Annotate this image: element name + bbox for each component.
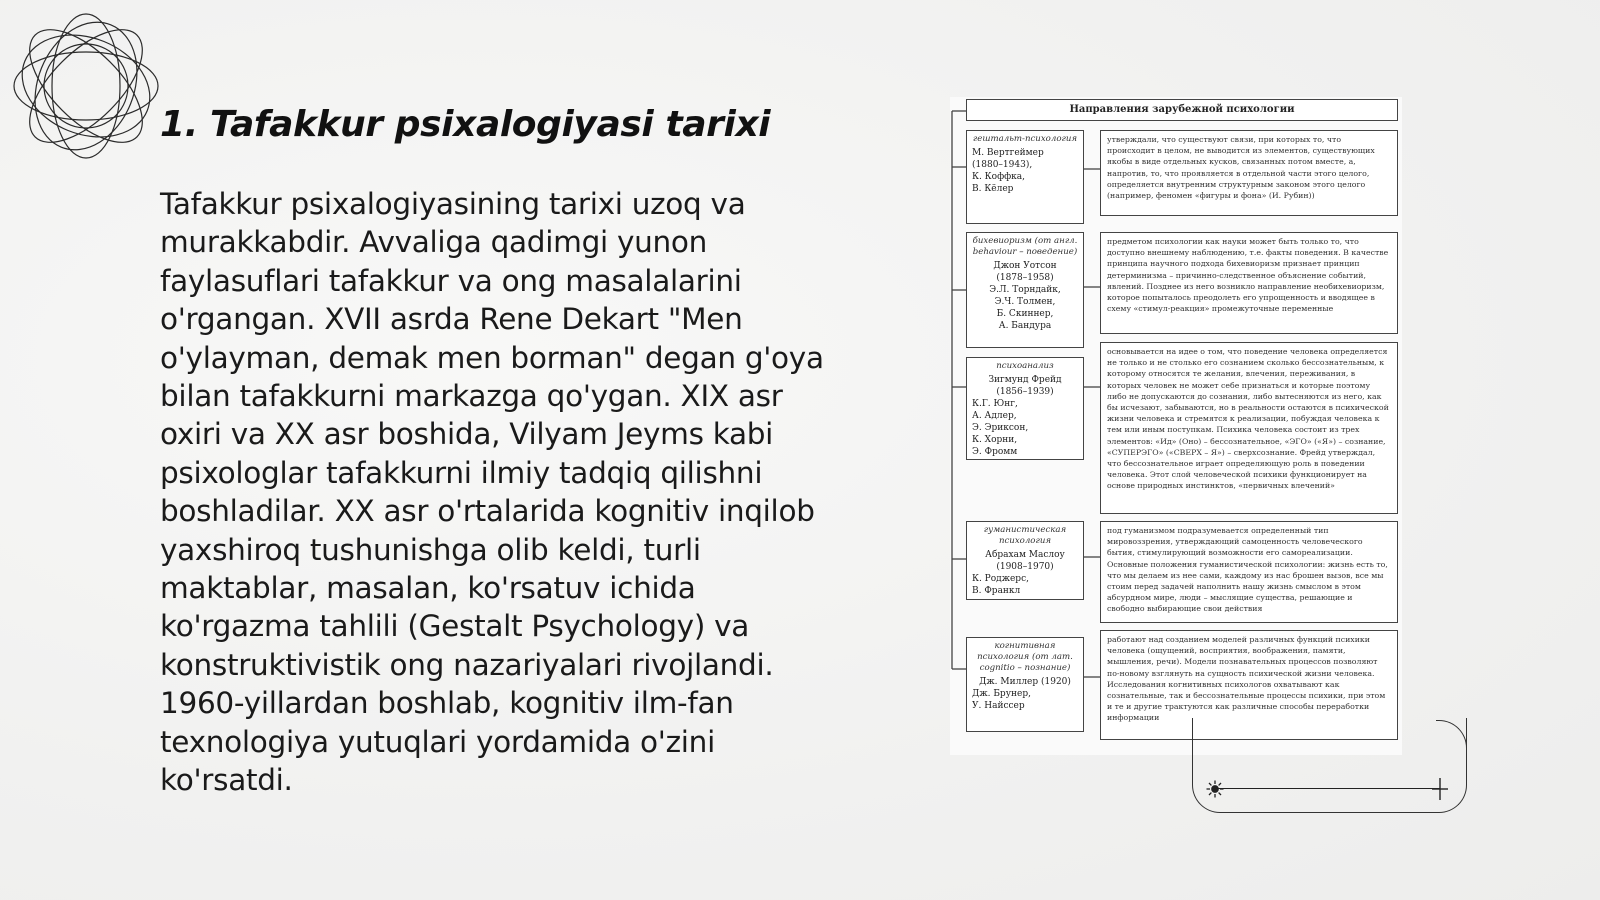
person-name: Джон Уотсон xyxy=(993,261,1057,271)
sun-icon xyxy=(1206,780,1224,798)
description-box-gestalt: утверждали, что существуют связи, при которых то, что происходит в целом, не выводится из элементов, существующих якобы в виде отдельных кусков, связанных потом вместе, а, напротив, то, что проявляется в отдельной части этого целого, определяется внутренним структурным законом этого целого (например, феномен «фигуры и фона» (И. Рубин)) xyxy=(1100,130,1398,216)
school-name: когнитивная психология (от лат. cognitio – познание) xyxy=(977,641,1073,673)
person-name: Дж. Брунер, xyxy=(972,689,1031,699)
person-name: К. Коффка, xyxy=(972,172,1026,182)
person-name: К. Хорни, xyxy=(972,435,1018,445)
person-name: Э.Ч. Толмен, xyxy=(994,297,1056,307)
person-name: Дж. Миллер (1920) xyxy=(979,677,1071,687)
person-name: (1878–1958) xyxy=(996,273,1054,283)
person-name: В. Кёлер xyxy=(972,184,1014,194)
orbit-rings-icon xyxy=(8,8,164,164)
school-name: гуманистическая психология xyxy=(983,525,1067,546)
body-paragraph: Tafakkur psixalogiyasining tarixi uzoq va murakkabdir. Avvaliga qadimgi yunon faylasuflari tafakkur va ong masalalarini o'rgangan. XVII asrda Rene Dekart "Men o'ylayman, demak men borman" degan g'oya bilan tafakkurni markazga qo'ygan. XIX asr oxiri va XX asr boshida, Vilyam Jeyms kabi psixologlar tafakkurni ilmiy tadqiq qilishni boshladilar. XX asr o'rtalarida kognitiv inqilob yaxshiroq tushunishga olib keldi, turli maktablar, masalan, ko'rsatuv ichida ko'rgazma tahlili (Gestalt Psychology) va konstruktivistik ong nazariyalari rivojlandi. 1960-yillardan boshlab, kognitiv ilm-fan texnologiya yutuqlari yordamida o'zini ko'rsatdi. xyxy=(160,187,824,798)
school-name: гештальт-психология xyxy=(972,134,1078,144)
school-name: бихевиоризм (от англ. behaviour – поведение) xyxy=(972,236,1078,257)
school-box-behaviorism xyxy=(966,232,1084,348)
person-name: (1880–1943), xyxy=(972,160,1033,170)
person-name: Э. Фромм xyxy=(972,447,1018,457)
person-name: У. Найссер xyxy=(972,701,1025,711)
description-box-psychoanalysis: основывается на идее о том, что поведение человека определяется не только и не столько его сознанием сколько бессознательным, к которому относятся те желания, влечения, переживания, в которых человек не может себе признаться и которые поэтому либо не допускаются до сознания, либо вытесняются из него, как бы исчезают, забываются, но в реальности остаются в психической жизни человека и стремятся к реализации, побуждая человека к тем или иным поступкам. Психика человека состоит из трех элементов: «Ид» (Оно) – бессознательное, «ЭГО» («Я») – сознание, «СУПЕРЭГО» («СВЕРХ – Я») – сверхсознание. Фрейд утверждал, что бессознательное играет определяющую роль в поведении человека. Этот слой человеческой психики функционирует на основе природных инстинктов, «первичных влечений» xyxy=(1100,342,1398,514)
school-box-humanistic xyxy=(966,521,1084,600)
person-name: К. Роджерс, xyxy=(972,574,1029,584)
description-box-cognitive: работают над созданием моделей различных функций психики человека (ощущений, восприятия, воображения, памяти, мышления, речи). Модели познавательных процессов позволяют по-новому взглянуть на сущность психической жизни человека. Исследования когнитивных психологов охватывают как сознательные, так и бессознательные процессы психики, при этом и те и другие трактуются как различные способы переработки информации xyxy=(1100,630,1398,740)
person-name: Абрахам Маслоу xyxy=(985,550,1065,560)
slide-title: 1. Tafakkur psixalogiyasi tarixi xyxy=(160,104,771,145)
school-box-gestalt xyxy=(966,130,1084,224)
person-name: А. Адлер, xyxy=(972,411,1017,421)
person-name: Зигмунд Фрейд xyxy=(988,375,1062,385)
description-box-humanistic: под гуманизмом подразумевается определенный тип мировоззрения, утверждающий самоценность человеческого бытия, стимулирующий возможности его самореализации. Основные положения гуманистической психологии: жизнь есть то, что мы делаем из нее сами, каждому из нас брошен вызов, все мы стоим перед задачей наполнить нашу жизнь смыслом в этом абсурдном мире, люди – мыслящие существа, решающие и свободно выбирающие свои действия xyxy=(1100,521,1398,623)
person-name: А. Бандура xyxy=(998,321,1052,331)
decorative-line xyxy=(1215,788,1440,789)
person-name: В. Франкл xyxy=(972,586,1021,596)
description-box-behaviorism: предметом психологии как науки может быть только то, что доступно внешнему наблюдению, т.е. факты поведения. В качестве принципа научного подхода бихевиоризм признает принцип детерминизма – причинно-следственное объяснение событий, явлений. Позднее из него возникло направление необихевиоризм, которое попыталось преодолеть его упрощенность и вводящее в схему «стимул-реакция» промежуточные переменные xyxy=(1100,232,1398,334)
decorative-frame xyxy=(1192,718,1467,813)
person-name: (1856–1939) xyxy=(996,387,1054,397)
person-name: Э. Эриксон, xyxy=(972,423,1029,433)
school-box-cognitive xyxy=(966,637,1084,732)
person-name: Э.Л. Торндайк, xyxy=(989,285,1061,295)
person-name: Б. Скиннер, xyxy=(996,309,1054,319)
diagram-image xyxy=(950,97,1402,755)
diagram-header: Направления зарубежной психологии xyxy=(966,99,1398,121)
crosshair-icon xyxy=(1431,778,1449,800)
school-name: психоанализ xyxy=(996,361,1054,371)
person-name: М. Вертгеймер xyxy=(972,148,1044,158)
person-name: (1908–1970) xyxy=(996,562,1054,572)
school-box-psychoanalysis xyxy=(966,357,1084,460)
person-name: К.Г. Юнг, xyxy=(972,399,1018,409)
